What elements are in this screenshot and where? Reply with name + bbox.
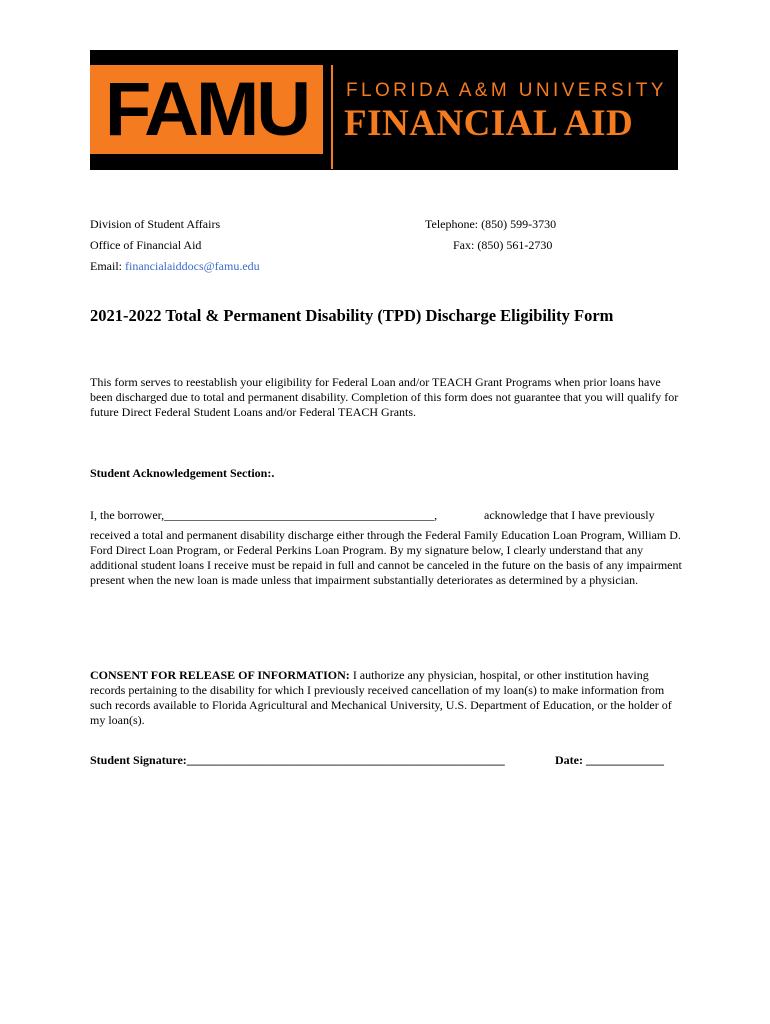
logo-divider	[331, 65, 333, 169]
consent-heading: CONSENT FOR RELEASE OF INFORMATION:	[90, 668, 350, 682]
logo-mark-text: FAMU	[104, 67, 309, 152]
telephone-text: Telephone: (850) 599-3730	[425, 217, 557, 231]
famu-financial-aid-logo	[90, 50, 678, 170]
borrower-name-line[interactable]: I, the borrower,_____________________________________________,	[90, 508, 438, 522]
acknowledgement-heading: Student Acknowledgement Section:.	[90, 466, 275, 480]
logo-university-name: FLORIDA A&M UNIVERSITY	[346, 80, 667, 101]
borrower-line-tail: acknowledge that I have previously	[484, 508, 655, 522]
consent-body: I authorize any physician, hospital, or other institution having records pertaining to the disability for which I previously received cancellation of my loan(s) to make information from such records available to Florida Agricultural and Mechanical University, U.S. Department of Education, or the holder of my loan(s).	[90, 668, 672, 727]
logo-office-name: FINANCIAL AID	[344, 103, 634, 144]
email-line	[90, 259, 260, 274]
email-label: Email:	[90, 259, 125, 273]
date-label: Date:	[555, 753, 586, 767]
date-line[interactable]: _____________	[585, 753, 664, 767]
acknowledgement-body: received a total and permanent disability discharge either through the Federal Family Education Loan Program, William D. Ford Direct Loan Program, or Federal Perkins Loan Program. By my signature below, I clearly understand that any additional student loans I receive must be repaid in full and cannot be canceled in the future on the basis of any impairment present when the new loan is made unless that impairment substantially deteriorates as determined by a physician.	[90, 528, 682, 587]
consent-paragraph	[90, 668, 686, 728]
signature-line[interactable]: _____________________________________________________	[186, 753, 505, 767]
form-title: 2021-2022 Total & Permanent Disability (TPD) Discharge Eligibility Form	[90, 306, 614, 325]
signature-label: Student Signature:	[90, 753, 187, 767]
signature-row	[90, 753, 505, 768]
office-text: Office of Financial Aid	[90, 238, 202, 252]
email-link[interactable]: financialaiddocs@famu.edu	[125, 259, 260, 273]
fax-text: Fax: (850) 561-2730	[453, 238, 553, 252]
logo-mark-box	[90, 65, 323, 154]
division-text: Division of Student Affairs	[90, 217, 221, 231]
date-row	[555, 753, 664, 768]
intro-paragraph: This form serves to reestablish your eligibility for Federal Loan and/or TEACH Grant Programs when prior loans have been discharged due to total and permanent disability. Completion of this form does not guarantee that you will qualify for future Direct Federal Student Loans and/or Federal TEACH Grants.	[90, 375, 679, 419]
